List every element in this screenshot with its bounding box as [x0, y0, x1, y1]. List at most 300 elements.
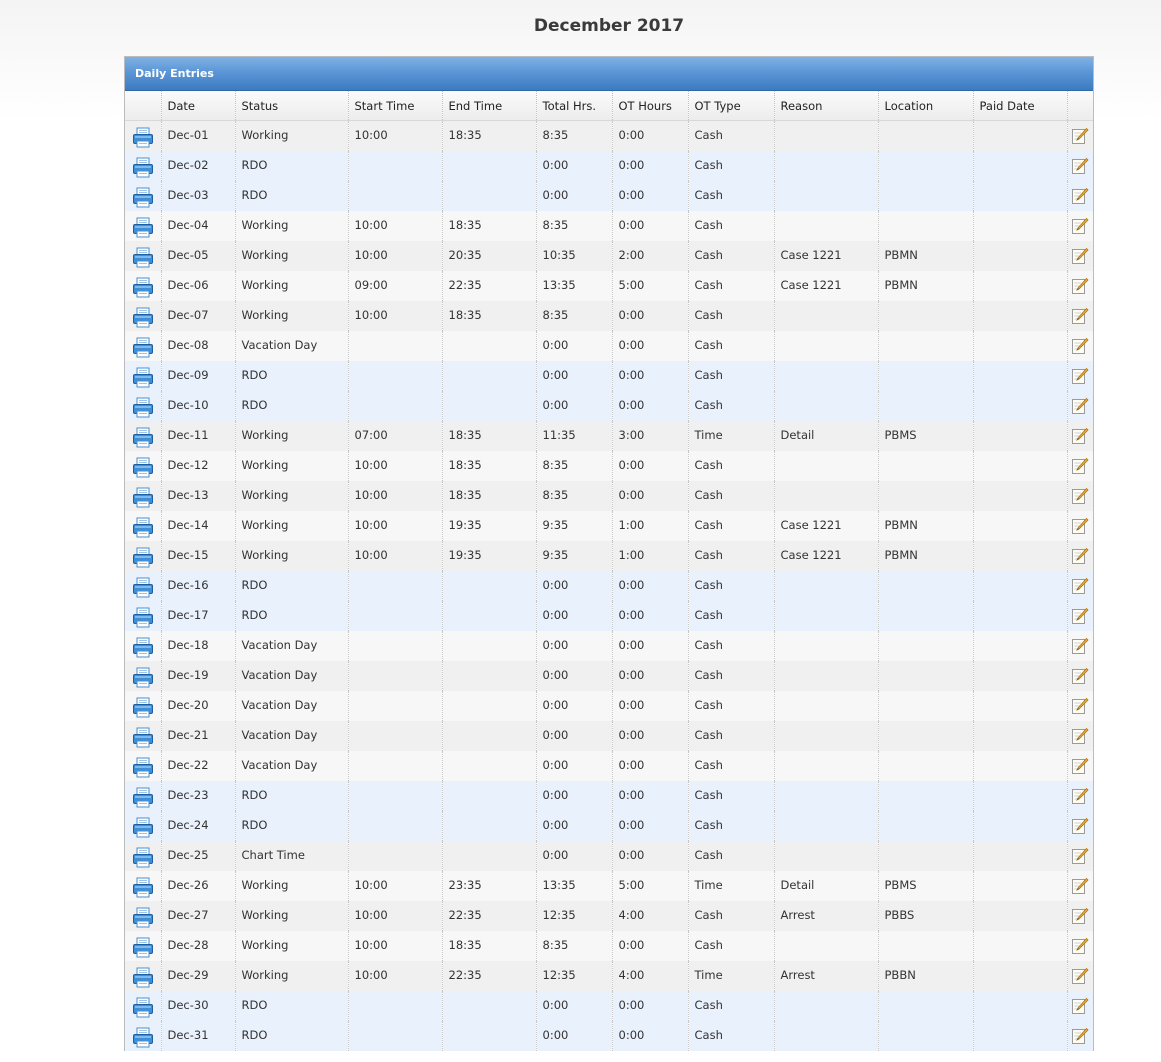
edit-icon[interactable] [1071, 937, 1089, 955]
ot-hours-cell: 0:00 [612, 601, 688, 631]
ot-hours-cell: 0:00 [612, 991, 688, 1021]
date-cell: Dec-03 [161, 181, 235, 211]
print-icon[interactable] [131, 785, 155, 809]
print-icon[interactable] [131, 845, 155, 869]
column-header-ot-hours[interactable]: OT Hours [612, 91, 688, 121]
status-cell: RDO [235, 811, 348, 841]
end-time-cell: 22:35 [442, 901, 536, 931]
column-header-status[interactable]: Status [235, 91, 348, 121]
date-cell: Dec-31 [161, 1021, 235, 1051]
reason-cell [774, 301, 878, 331]
print-cell [125, 571, 161, 601]
location-cell: PBBS [878, 901, 973, 931]
print-icon[interactable] [131, 935, 155, 959]
ot-hours-cell: 0:00 [612, 1021, 688, 1051]
date-cell: Dec-04 [161, 211, 235, 241]
ot-type-cell: Cash [688, 361, 774, 391]
print-icon[interactable] [131, 155, 155, 179]
ot-hours-cell: 5:00 [612, 871, 688, 901]
ot-hours-cell: 2:00 [612, 241, 688, 271]
status-cell: Working [235, 901, 348, 931]
location-cell [878, 601, 973, 631]
total-hrs-cell: 9:35 [536, 541, 612, 571]
start-time-cell [348, 601, 442, 631]
print-icon[interactable] [131, 635, 155, 659]
ot-type-cell: Cash [688, 241, 774, 271]
reason-cell [774, 721, 878, 751]
table-row [125, 241, 1093, 271]
table-row [125, 481, 1093, 511]
print-icon[interactable] [131, 365, 155, 389]
date-cell: Dec-16 [161, 571, 235, 601]
start-time-cell: 10:00 [348, 211, 442, 241]
column-header-date[interactable]: Date [161, 91, 235, 121]
total-hrs-cell: 0:00 [536, 151, 612, 181]
date-cell: Dec-01 [161, 121, 235, 151]
start-time-cell [348, 391, 442, 421]
print-cell [125, 991, 161, 1021]
paid-date-cell [973, 751, 1067, 781]
date-cell: Dec-09 [161, 361, 235, 391]
total-hrs-cell: 0:00 [536, 991, 612, 1021]
date-cell: Dec-10 [161, 391, 235, 421]
print-icon[interactable] [131, 455, 155, 479]
start-time-cell [348, 571, 442, 601]
reason-cell: Case 1221 [774, 271, 878, 301]
total-hrs-cell: 0:00 [536, 691, 612, 721]
location-cell [878, 301, 973, 331]
reason-cell [774, 631, 878, 661]
total-hrs-cell: 9:35 [536, 511, 612, 541]
total-hrs-cell: 10:35 [536, 241, 612, 271]
reason-cell [774, 811, 878, 841]
paid-date-cell [973, 391, 1067, 421]
column-header-total-hrs[interactable]: Total Hrs. [536, 91, 612, 121]
end-time-cell: 18:35 [442, 481, 536, 511]
print-cell [125, 181, 161, 211]
edit-icon[interactable] [1071, 667, 1089, 685]
total-hrs-cell: 0:00 [536, 331, 612, 361]
print-cell [125, 361, 161, 391]
paid-date-cell [973, 781, 1067, 811]
paid-date-cell [973, 121, 1067, 151]
date-cell: Dec-24 [161, 811, 235, 841]
ot-hours-cell: 1:00 [612, 541, 688, 571]
print-icon[interactable] [131, 485, 155, 509]
reason-cell: Case 1221 [774, 541, 878, 571]
reason-cell [774, 451, 878, 481]
table-row [125, 421, 1093, 451]
date-cell: Dec-23 [161, 781, 235, 811]
paid-date-cell [973, 871, 1067, 901]
location-cell [878, 991, 973, 1021]
location-cell [878, 181, 973, 211]
reason-cell [774, 751, 878, 781]
total-hrs-cell: 0:00 [536, 721, 612, 751]
start-time-cell [348, 661, 442, 691]
print-icon[interactable] [131, 965, 155, 989]
total-hrs-cell: 0:00 [536, 661, 612, 691]
edit-icon[interactable] [1071, 517, 1089, 535]
edit-icon[interactable] [1071, 247, 1089, 265]
end-time-cell [442, 661, 536, 691]
location-cell [878, 751, 973, 781]
end-time-cell [442, 601, 536, 631]
status-cell: RDO [235, 391, 348, 421]
edit-cell [1067, 241, 1093, 271]
reason-cell: Detail [774, 871, 878, 901]
print-icon[interactable] [131, 245, 155, 269]
start-time-cell: 10:00 [348, 481, 442, 511]
table-row [125, 661, 1093, 691]
start-time-cell: 10:00 [348, 541, 442, 571]
print-icon[interactable] [131, 215, 155, 239]
table-row [125, 991, 1093, 1021]
start-time-cell [348, 151, 442, 181]
edit-cell [1067, 691, 1093, 721]
edit-cell [1067, 451, 1093, 481]
total-hrs-cell: 0:00 [536, 781, 612, 811]
edit-icon[interactable] [1071, 427, 1089, 445]
edit-cell [1067, 811, 1093, 841]
table-row [125, 571, 1093, 601]
ot-type-cell: Cash [688, 181, 774, 211]
edit-icon[interactable] [1071, 697, 1089, 715]
start-time-cell [348, 181, 442, 211]
print-icon[interactable] [131, 425, 155, 449]
ot-type-cell: Cash [688, 511, 774, 541]
print-cell [125, 1021, 161, 1051]
print-icon[interactable] [131, 755, 155, 779]
print-cell [125, 391, 161, 421]
ot-type-cell: Time [688, 961, 774, 991]
paid-date-cell [973, 961, 1067, 991]
ot-hours-cell: 0:00 [612, 121, 688, 151]
end-time-cell [442, 181, 536, 211]
start-time-cell: 10:00 [348, 511, 442, 541]
ot-hours-cell: 3:00 [612, 421, 688, 451]
total-hrs-cell: 0:00 [536, 391, 612, 421]
location-cell: PBMS [878, 421, 973, 451]
ot-type-cell: Cash [688, 571, 774, 601]
edit-cell [1067, 121, 1093, 151]
ot-hours-cell: 0:00 [612, 331, 688, 361]
print-icon[interactable] [131, 875, 155, 899]
edit-icon[interactable] [1071, 967, 1089, 985]
start-time-cell: 10:00 [348, 961, 442, 991]
end-time-cell: 18:35 [442, 451, 536, 481]
end-time-cell: 23:35 [442, 871, 536, 901]
ot-type-cell: Cash [688, 721, 774, 751]
ot-hours-cell: 0:00 [612, 211, 688, 241]
location-cell: PBMN [878, 271, 973, 301]
start-time-cell [348, 841, 442, 871]
edit-icon[interactable] [1071, 757, 1089, 775]
reason-cell [774, 481, 878, 511]
entries-table [125, 91, 1093, 1051]
print-icon[interactable] [131, 125, 155, 149]
location-cell: PBMS [878, 871, 973, 901]
edit-icon[interactable] [1071, 997, 1089, 1015]
print-icon[interactable] [131, 665, 155, 689]
edit-icon[interactable] [1071, 847, 1089, 865]
start-time-cell [348, 751, 442, 781]
print-icon[interactable] [131, 275, 155, 299]
edit-icon[interactable] [1071, 547, 1089, 565]
print-icon[interactable] [131, 1025, 155, 1049]
print-icon[interactable] [131, 815, 155, 839]
column-header-reason[interactable]: Reason [774, 91, 878, 121]
location-cell: PBMN [878, 241, 973, 271]
status-cell: RDO [235, 601, 348, 631]
edit-icon[interactable] [1071, 877, 1089, 895]
total-hrs-cell: 0:00 [536, 751, 612, 781]
edit-cell [1067, 481, 1093, 511]
total-hrs-cell: 13:35 [536, 271, 612, 301]
paid-date-cell [973, 331, 1067, 361]
edit-cell [1067, 391, 1093, 421]
end-time-cell: 18:35 [442, 931, 536, 961]
end-time-cell [442, 751, 536, 781]
reason-cell [774, 691, 878, 721]
reason-cell: Arrest [774, 901, 878, 931]
edit-icon[interactable] [1071, 607, 1089, 625]
start-time-cell: 10:00 [348, 901, 442, 931]
print-icon[interactable] [131, 305, 155, 329]
table-row [125, 391, 1093, 421]
paid-date-cell [973, 421, 1067, 451]
ot-hours-cell: 0:00 [612, 691, 688, 721]
edit-icon[interactable] [1071, 307, 1089, 325]
location-cell: PBBN [878, 961, 973, 991]
ot-type-cell: Cash [688, 121, 774, 151]
edit-cell [1067, 841, 1093, 871]
print-icon[interactable] [131, 515, 155, 539]
reason-cell [774, 601, 878, 631]
date-cell: Dec-30 [161, 991, 235, 1021]
location-cell [878, 151, 973, 181]
reason-cell [774, 331, 878, 361]
reason-cell [774, 781, 878, 811]
date-cell: Dec-15 [161, 541, 235, 571]
edit-cell [1067, 361, 1093, 391]
edit-icon[interactable] [1071, 787, 1089, 805]
edit-icon[interactable] [1071, 397, 1089, 415]
edit-icon[interactable] [1071, 907, 1089, 925]
status-cell: Working [235, 421, 348, 451]
ot-hours-cell: 0:00 [612, 751, 688, 781]
table-row [125, 331, 1093, 361]
reason-cell [774, 841, 878, 871]
paid-date-cell [973, 691, 1067, 721]
print-icon[interactable] [131, 575, 155, 599]
print-icon[interactable] [131, 545, 155, 569]
start-time-cell [348, 1021, 442, 1051]
reason-cell [774, 1021, 878, 1051]
status-cell: Vacation Day [235, 721, 348, 751]
total-hrs-cell: 0:00 [536, 811, 612, 841]
print-cell [125, 901, 161, 931]
status-cell: Working [235, 121, 348, 151]
print-icon[interactable] [131, 725, 155, 749]
status-cell: Working [235, 481, 348, 511]
date-cell: Dec-27 [161, 901, 235, 931]
total-hrs-cell: 13:35 [536, 871, 612, 901]
reason-cell: Case 1221 [774, 241, 878, 271]
date-cell: Dec-26 [161, 871, 235, 901]
date-cell: Dec-07 [161, 301, 235, 331]
reason-cell [774, 151, 878, 181]
paid-date-cell [973, 721, 1067, 751]
date-cell: Dec-28 [161, 931, 235, 961]
start-time-cell: 10:00 [348, 451, 442, 481]
end-time-cell [442, 151, 536, 181]
ot-hours-cell: 0:00 [612, 571, 688, 601]
table-row [125, 691, 1093, 721]
reason-cell [774, 361, 878, 391]
status-cell: Vacation Day [235, 631, 348, 661]
ot-type-cell: Cash [688, 331, 774, 361]
total-hrs-cell: 8:35 [536, 481, 612, 511]
paid-date-cell [973, 811, 1067, 841]
edit-cell [1067, 1021, 1093, 1051]
paid-date-cell [973, 301, 1067, 331]
edit-icon[interactable] [1071, 367, 1089, 385]
paid-date-cell [973, 901, 1067, 931]
table-row [125, 721, 1093, 751]
edit-icon[interactable] [1071, 487, 1089, 505]
total-hrs-cell: 0:00 [536, 361, 612, 391]
print-cell [125, 721, 161, 751]
page-title: December 2017 [533, 16, 685, 36]
ot-type-cell: Cash [688, 271, 774, 301]
edit-icon[interactable] [1071, 277, 1089, 295]
paid-date-cell [973, 841, 1067, 871]
total-hrs-cell: 11:35 [536, 421, 612, 451]
edit-icon[interactable] [1071, 457, 1089, 475]
column-header-ot-type[interactable]: OT Type [688, 91, 774, 121]
location-cell [878, 451, 973, 481]
edit-icon[interactable] [1071, 337, 1089, 355]
print-cell [125, 841, 161, 871]
paid-date-cell [973, 661, 1067, 691]
total-hrs-cell: 0:00 [536, 841, 612, 871]
start-time-cell [348, 631, 442, 661]
ot-type-cell: Cash [688, 541, 774, 571]
end-time-cell: 22:35 [442, 961, 536, 991]
paid-date-cell [973, 451, 1067, 481]
edit-icon[interactable] [1071, 1027, 1089, 1045]
print-icon[interactable] [131, 995, 155, 1019]
ot-type-cell: Cash [688, 151, 774, 181]
total-hrs-cell: 8:35 [536, 451, 612, 481]
table-row [125, 841, 1093, 871]
table-row [125, 631, 1093, 661]
column-header-end-time[interactable]: End Time [442, 91, 536, 121]
column-header-edit [1067, 91, 1093, 121]
location-cell [878, 781, 973, 811]
date-cell: Dec-21 [161, 721, 235, 751]
edit-cell [1067, 631, 1093, 661]
end-time-cell [442, 811, 536, 841]
print-cell [125, 271, 161, 301]
print-icon[interactable] [131, 695, 155, 719]
edit-icon[interactable] [1071, 127, 1089, 145]
print-cell [125, 241, 161, 271]
table-row [125, 151, 1093, 181]
status-cell: Working [235, 961, 348, 991]
end-time-cell [442, 691, 536, 721]
location-cell [878, 841, 973, 871]
ot-type-cell: Cash [688, 991, 774, 1021]
edit-icon[interactable] [1071, 727, 1089, 745]
edit-cell [1067, 721, 1093, 751]
ot-type-cell: Cash [688, 301, 774, 331]
table-row [125, 301, 1093, 331]
edit-icon[interactable] [1071, 817, 1089, 835]
edit-icon[interactable] [1071, 637, 1089, 655]
total-hrs-cell: 8:35 [536, 301, 612, 331]
edit-icon[interactable] [1071, 217, 1089, 235]
status-cell: RDO [235, 571, 348, 601]
edit-icon[interactable] [1071, 577, 1089, 595]
column-header-paid-date[interactable]: Paid Date [973, 91, 1067, 121]
end-time-cell: 20:35 [442, 241, 536, 271]
print-icon[interactable] [131, 605, 155, 629]
date-cell: Dec-11 [161, 421, 235, 451]
edit-cell [1067, 421, 1093, 451]
status-cell: RDO [235, 181, 348, 211]
reason-cell: Detail [774, 421, 878, 451]
print-icon[interactable] [131, 185, 155, 209]
print-icon[interactable] [131, 395, 155, 419]
ot-type-cell: Cash [688, 481, 774, 511]
print-icon[interactable] [131, 335, 155, 359]
edit-icon[interactable] [1071, 157, 1089, 175]
edit-cell [1067, 571, 1093, 601]
reason-cell: Arrest [774, 961, 878, 991]
edit-cell [1067, 961, 1093, 991]
print-cell [125, 811, 161, 841]
paid-date-cell [973, 991, 1067, 1021]
date-cell: Dec-18 [161, 631, 235, 661]
edit-icon[interactable] [1071, 187, 1089, 205]
location-cell [878, 931, 973, 961]
total-hrs-cell: 12:35 [536, 961, 612, 991]
ot-type-cell: Cash [688, 901, 774, 931]
column-header-location[interactable]: Location [878, 91, 973, 121]
start-time-cell: 09:00 [348, 271, 442, 301]
status-cell: Chart Time [235, 841, 348, 871]
print-cell [125, 931, 161, 961]
ot-hours-cell: 0:00 [612, 451, 688, 481]
reason-cell [774, 931, 878, 961]
total-hrs-cell: 0:00 [536, 631, 612, 661]
edit-cell [1067, 991, 1093, 1021]
paid-date-cell [973, 271, 1067, 301]
column-header-start-time[interactable]: Start Time [348, 91, 442, 121]
location-cell [878, 211, 973, 241]
print-cell [125, 541, 161, 571]
print-icon[interactable] [131, 905, 155, 929]
date-cell: Dec-02 [161, 151, 235, 181]
total-hrs-cell: 8:35 [536, 121, 612, 151]
ot-type-cell: Cash [688, 751, 774, 781]
header-row [125, 91, 1093, 121]
ot-hours-cell: 4:00 [612, 901, 688, 931]
status-cell: RDO [235, 781, 348, 811]
status-cell: Working [235, 271, 348, 301]
